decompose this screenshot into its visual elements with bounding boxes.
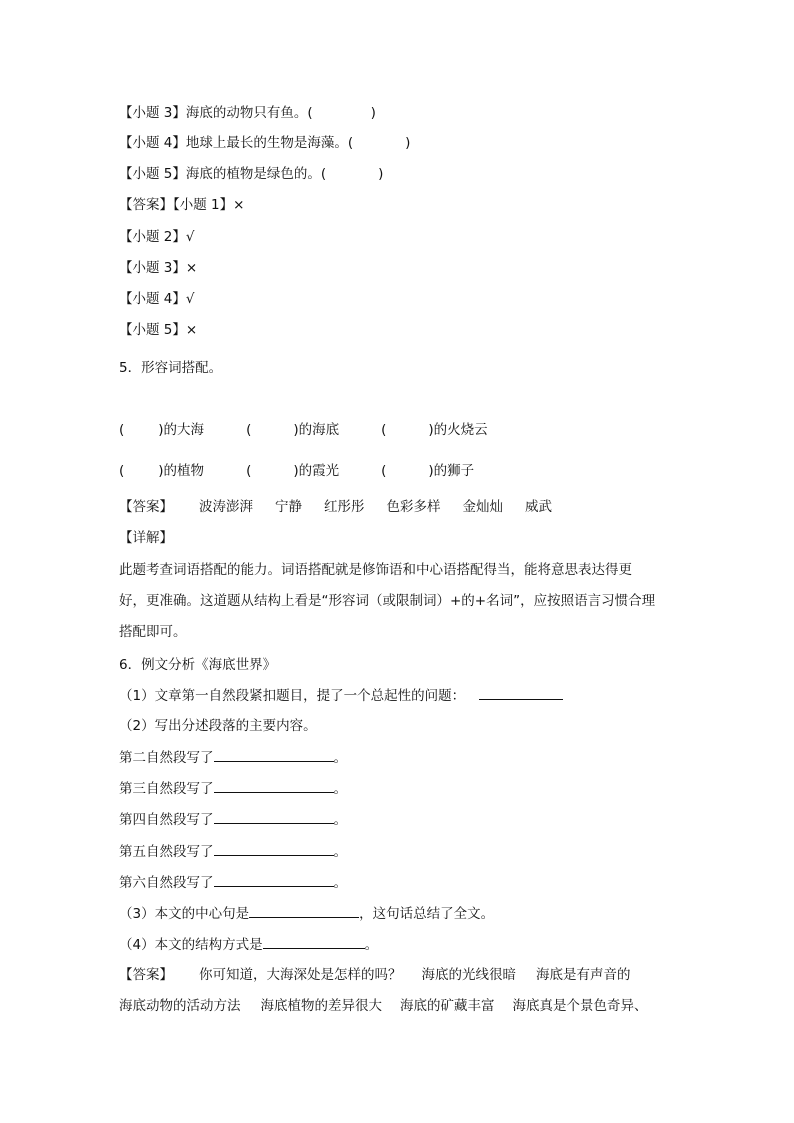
- q6-sub-4: [119, 936, 378, 954]
- answer-blank[interactable]: [479, 687, 563, 700]
- answer-line-1: [119, 196, 244, 214]
- q5-title: 5．形容词搭配。: [119, 360, 223, 376]
- answer-item: 海底是有声音的: [536, 967, 631, 983]
- paren-open: (: [381, 422, 387, 438]
- answer-blank[interactable]: [214, 843, 334, 856]
- answer-line-4: [119, 290, 195, 308]
- para-label: 第三自然段写了: [119, 781, 214, 797]
- q6-title: 6．例文分析《海底世界》: [119, 657, 277, 673]
- q6-answer-line-2: [119, 997, 648, 1015]
- answer-blank[interactable]: [249, 905, 359, 918]
- answer-item: 海底的光线很暗: [421, 967, 516, 983]
- sub-question-text: ，这句话总结了全文。: [359, 906, 495, 922]
- paren-open: (: [119, 463, 125, 479]
- period: 。: [333, 750, 347, 766]
- answer-item: 红彤彤: [324, 499, 365, 515]
- answer-blank[interactable]: [214, 874, 334, 887]
- answer-label: 【答案】: [119, 967, 173, 983]
- period: 。: [333, 812, 347, 828]
- question-label: 【小题 3】: [119, 105, 186, 121]
- answer-item: 波涛澎湃: [199, 499, 253, 515]
- answer-item: 海底动物的活动方法: [119, 998, 241, 1014]
- adj-target: )的大海: [158, 422, 205, 438]
- question-5: [119, 165, 383, 183]
- sub-question-text: （3）本文的中心句是: [119, 906, 250, 922]
- answer-mark: √: [185, 291, 195, 307]
- period: 。: [333, 844, 347, 860]
- para-label: 第六自然段写了: [119, 875, 214, 891]
- q5-detail-line-3: 搭配即可。: [119, 624, 187, 640]
- question-close: ): [405, 135, 411, 151]
- question-4: [119, 134, 410, 152]
- sub-question-text: （4）本文的结构方式是: [119, 937, 263, 953]
- question-text: 海底的植物是绿色的。(: [185, 166, 327, 182]
- period: 。: [333, 781, 347, 797]
- q6-para-6: [119, 874, 347, 892]
- para-label: 第四自然段写了: [119, 812, 214, 828]
- answer-blank[interactable]: [214, 780, 334, 793]
- answer-item: 宁静: [275, 499, 302, 515]
- question-3: [119, 104, 376, 122]
- question-label: 【小题 4】: [119, 135, 186, 151]
- answer-mark: ×: [185, 322, 198, 338]
- para-label: 第五自然段写了: [119, 844, 214, 860]
- q5-detail-line-2: 好，更准确。这道题从结构上看是“形容词（或限制词）+的+名词”，应按照语言习惯合理: [119, 593, 656, 609]
- period: 。: [333, 875, 347, 891]
- adj-target: )的狮子: [428, 463, 475, 479]
- adj-target: )的霞光: [293, 463, 340, 479]
- answer-label: 【小题 5】: [119, 322, 186, 338]
- q5-row-1: [119, 421, 488, 439]
- answer-line-2: [119, 228, 195, 246]
- answer-mark: ×: [185, 260, 198, 276]
- answer-blank[interactable]: [263, 936, 365, 949]
- q6-para-2: [119, 749, 347, 767]
- question-label: 【小题 5】: [119, 166, 186, 182]
- answer-label: 【小题 4】: [119, 291, 186, 307]
- answer-line-5: [119, 321, 197, 339]
- answer-item: 你可知道，大海深处是怎样的吗？: [199, 967, 402, 983]
- para-label: 第二自然段写了: [119, 750, 214, 766]
- question-text: 海底的动物只有鱼。(: [185, 105, 313, 121]
- paren-open: (: [119, 422, 125, 438]
- paren-open: (: [381, 463, 387, 479]
- answer-line-3: [119, 259, 197, 277]
- paren-open: (: [246, 422, 252, 438]
- answer-mark: ×: [233, 197, 245, 213]
- q5-row-2: [119, 462, 474, 480]
- answer-item: 海底的矿藏丰富: [400, 998, 495, 1014]
- q6-para-4: [119, 811, 347, 829]
- answer-blank[interactable]: [214, 811, 334, 824]
- q5-answer: [119, 498, 552, 516]
- answer-prefix: 【答案】: [119, 197, 173, 213]
- answer-label: 【小题 2】: [119, 229, 186, 245]
- answer-item: 金灿灿: [462, 499, 503, 515]
- answer-label: 【小题 1】: [173, 197, 234, 213]
- adj-target: )的植物: [158, 463, 205, 479]
- answer-label: 【答案】: [119, 499, 173, 515]
- q6-sub-2: （2）写出分述段落的主要内容。: [119, 718, 317, 734]
- adj-target: )的火烧云: [428, 422, 488, 438]
- answer-label: 【小题 3】: [119, 260, 186, 276]
- question-close: ): [378, 166, 384, 182]
- answer-item: 海底植物的差异很大: [260, 998, 382, 1014]
- question-close: ): [370, 105, 376, 121]
- q6-para-5: [119, 843, 347, 861]
- answer-blank[interactable]: [214, 749, 334, 762]
- q5-detail-label: 【详解】: [119, 530, 173, 546]
- q6-sub-3: [119, 905, 494, 923]
- question-text: 地球上最长的生物是海藻。(: [185, 135, 354, 151]
- q6-sub-1: [119, 687, 563, 705]
- answer-item: 海底真是个景色奇异、: [512, 998, 648, 1014]
- answer-item: 威武: [525, 499, 552, 515]
- q6-para-3: [119, 780, 347, 798]
- period: 。: [364, 937, 379, 953]
- answer-mark: √: [185, 229, 195, 245]
- q5-detail-line-1: 此题考查词语搭配的能力。词语搭配就是修饰语和中心语搭配得当，能将意思表达得更: [119, 562, 632, 578]
- adj-target: )的海底: [293, 422, 340, 438]
- q6-answer-line-1: [119, 966, 631, 984]
- answer-item: 色彩多样: [386, 499, 441, 515]
- sub-question-text: （1）文章第一自然段紧扣题目，提了一个总起性的问题：: [119, 688, 466, 704]
- paren-open: (: [246, 463, 252, 479]
